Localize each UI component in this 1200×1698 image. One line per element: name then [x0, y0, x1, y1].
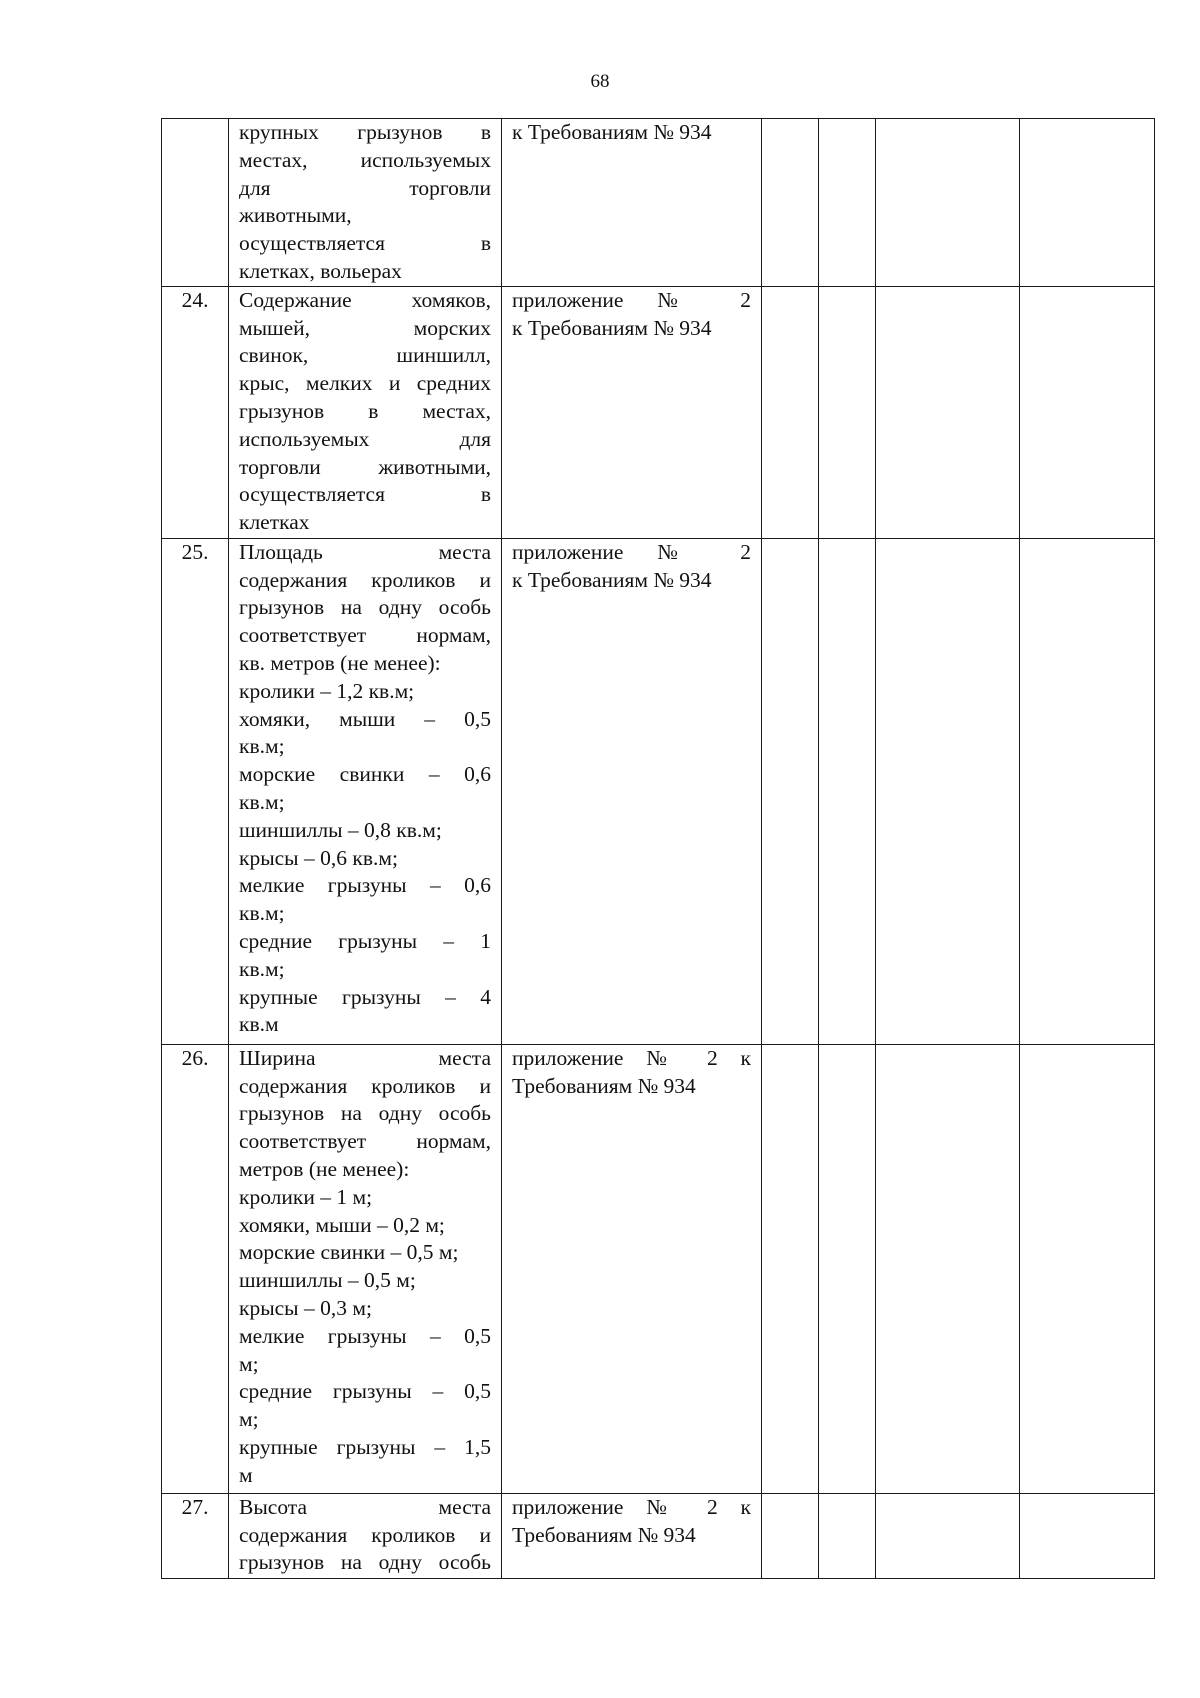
requirement-line: кролики – 1 м;	[239, 1184, 373, 1209]
requirement-line: содержания кроликов и	[239, 1073, 491, 1098]
empty-cell	[1020, 119, 1155, 287]
reference-cell	[502, 1493, 762, 1578]
page-number: 68	[590, 71, 610, 92]
table-row	[162, 1493, 1155, 1578]
empty-cell	[819, 538, 876, 1044]
requirement-line: хомяки, мыши – 0,5	[239, 706, 491, 731]
requirement-line: грызунов в местах,	[239, 398, 491, 423]
empty-cell	[819, 1044, 876, 1493]
row-number	[162, 119, 229, 287]
requirement-line: торговли животными,	[239, 454, 491, 479]
requirement-line: мелкие грызуны – 0,6	[239, 873, 491, 898]
requirement-text	[229, 538, 502, 1044]
requirement-line: Площадь места	[239, 539, 491, 564]
empty-cell	[876, 286, 1020, 538]
requirement-line: крупные грызуны – 4	[239, 984, 491, 1009]
requirement-line: мышей, морских	[239, 315, 491, 340]
requirement-line: местах, используемых	[239, 147, 491, 172]
reference-line: к Требованиям № 934	[512, 315, 712, 340]
empty-cell	[762, 1044, 819, 1493]
requirement-line: крыс, мелких и средних	[239, 371, 491, 396]
empty-cell	[762, 286, 819, 538]
requirement-line: Высота места	[239, 1494, 491, 1519]
requirement-line: м	[239, 1462, 253, 1487]
reference-line: Требованиям № 934	[512, 1522, 696, 1547]
row-number: 25.	[162, 538, 229, 1044]
empty-cell	[819, 286, 876, 538]
empty-cell	[1020, 286, 1155, 538]
reference-line: приложение № 2 к	[512, 1045, 751, 1070]
reference-cell	[502, 538, 762, 1044]
requirement-line: содержания кроликов и	[239, 1522, 491, 1547]
table-row	[162, 119, 1155, 287]
reference-cell	[502, 1044, 762, 1493]
requirement-line: животными,	[239, 203, 352, 228]
requirement-line: для торговли	[239, 175, 491, 200]
reference-line: приложение № 2 к	[512, 1494, 751, 1519]
empty-cell	[762, 538, 819, 1044]
row-number: 27.	[162, 1493, 229, 1578]
empty-cell	[762, 119, 819, 287]
empty-cell	[1020, 1493, 1155, 1578]
empty-cell	[876, 1493, 1020, 1578]
requirement-line: шиншиллы – 0,5 м;	[239, 1268, 416, 1293]
requirement-text	[229, 1493, 502, 1578]
requirement-line: м;	[239, 1351, 259, 1376]
requirements-table	[161, 118, 1155, 1579]
reference-line: приложение № 2	[512, 539, 751, 564]
row-number: 26.	[162, 1044, 229, 1493]
requirement-line: крысы – 0,6 кв.м;	[239, 845, 398, 870]
empty-cell	[876, 119, 1020, 287]
requirement-line: мелкие грызуны – 0,5	[239, 1323, 491, 1348]
empty-cell	[876, 538, 1020, 1044]
requirement-text	[229, 286, 502, 538]
empty-cell	[819, 1493, 876, 1578]
requirement-line: Содержание хомяков,	[239, 287, 491, 312]
requirement-line: осуществляется в	[239, 482, 491, 507]
row-number: 24.	[162, 286, 229, 538]
requirement-line: хомяки, мыши – 0,2 м;	[239, 1212, 445, 1237]
requirement-line: средние грызуны – 0,5	[239, 1379, 491, 1404]
empty-cell	[762, 1493, 819, 1578]
requirement-line: соответствует нормам,	[239, 1129, 491, 1154]
requirement-line: соответствует нормам,	[239, 623, 491, 648]
requirement-line: кв.м;	[239, 956, 285, 981]
requirement-line: крупные грызуны – 1,5	[239, 1434, 491, 1459]
requirement-line: кв.м	[239, 1012, 279, 1037]
requirement-line: кролики – 1,2 кв.м;	[239, 678, 415, 703]
reference-cell	[502, 286, 762, 538]
requirement-line: кв.м;	[239, 789, 285, 814]
requirement-line: клетках	[239, 510, 310, 535]
requirement-line: кв.м;	[239, 901, 285, 926]
requirement-line: кв. метров (не менее):	[239, 650, 441, 675]
table-row	[162, 538, 1155, 1044]
requirement-line: крупных грызунов в	[239, 120, 491, 144]
requirement-line: грызунов на одну особь	[239, 1101, 491, 1126]
requirement-line: метров (не менее):	[239, 1156, 410, 1181]
requirement-line: кв.м;	[239, 734, 285, 759]
requirement-line: крысы – 0,3 м;	[239, 1295, 372, 1320]
requirement-line: Ширина места	[239, 1045, 491, 1070]
empty-cell	[876, 1044, 1020, 1493]
requirement-text	[229, 1044, 502, 1493]
requirement-line: шиншиллы – 0,8 кв.м;	[239, 817, 442, 842]
requirement-line: морские свинки – 0,6	[239, 762, 491, 787]
requirement-line: морские свинки – 0,5 м;	[239, 1240, 459, 1265]
requirement-line: используемых для	[239, 426, 491, 451]
requirement-text	[229, 119, 502, 287]
reference-line: приложение № 2	[512, 287, 751, 312]
table-row	[162, 1044, 1155, 1493]
empty-cell	[1020, 538, 1155, 1044]
reference-line: Требованиям № 934	[512, 1073, 696, 1098]
requirement-line: средние грызуны – 1	[239, 928, 491, 953]
requirement-line: осуществляется в	[239, 231, 491, 256]
requirement-line: содержания кроликов и	[239, 567, 491, 592]
empty-cell	[819, 119, 876, 287]
requirement-line: клетках, вольерах	[239, 258, 402, 283]
requirement-line: м;	[239, 1407, 259, 1432]
reference-line: к Требованиям № 934	[512, 567, 712, 592]
table-row	[162, 286, 1155, 538]
empty-cell	[1020, 1044, 1155, 1493]
requirement-line: грызунов на одну особь	[239, 1550, 491, 1575]
requirement-line: грызунов на одну особь	[239, 595, 491, 620]
reference-cell: к Требованиям № 934	[502, 119, 762, 287]
requirement-line: свинок, шиншилл,	[239, 343, 491, 368]
